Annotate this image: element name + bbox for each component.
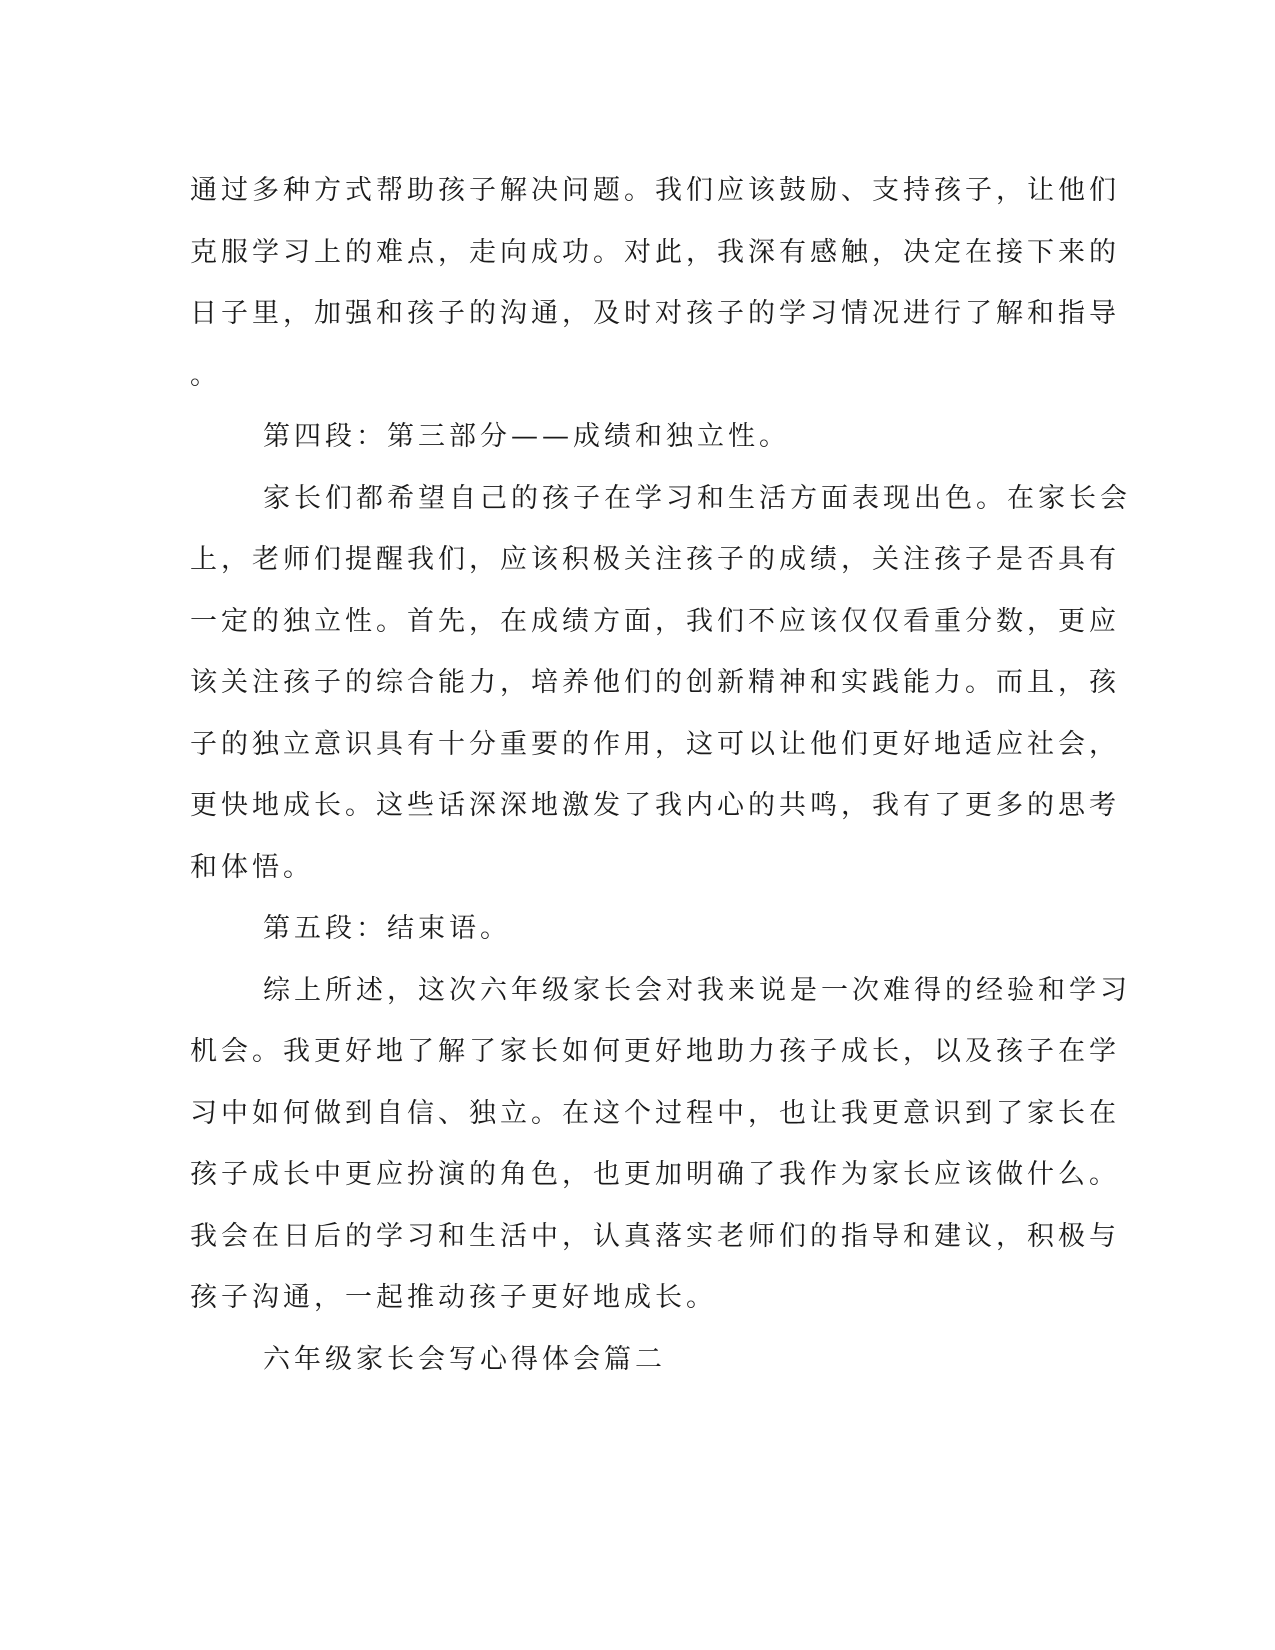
text-line: 上，老师们提醒我们，应该积极关注孩子的成绩，关注孩子是否具有	[190, 544, 1120, 575]
text-line: 更快地成长。这些话深深地激发了我内心的共鸣，我有了更多的思考	[190, 790, 1120, 821]
article-title: 六年级家长会写心得体会篇二	[263, 1343, 666, 1375]
section-heading: 第四段：第三部分——成绩和独立性。	[263, 421, 790, 452]
text-line: 机会。我更好地了解了家长如何更好地助力孩子成长，以及孩子在学	[190, 1036, 1120, 1067]
text-line: 通过多种方式帮助孩子解决问题。我们应该鼓励、支持孩子，让他们	[190, 175, 1120, 206]
text-line: 克服学习上的难点，走向成功。对此，我深有感触，决定在接下来的	[190, 236, 1120, 268]
text-line: 孩子成长中更应扮演的角色，也更加明确了我作为家长应该做什么。	[190, 1159, 1120, 1190]
section-heading: 第五段：结束语。	[263, 913, 511, 944]
text-line: 综上所述，这次六年级家长会对我来说是一次难得的经验和学习	[263, 974, 1131, 1006]
text-line: 。	[190, 359, 221, 391]
text-line: 和体悟。	[190, 851, 314, 883]
text-line: 家长们都希望自己的孩子在学习和生活方面表现出色。在家长会	[263, 482, 1131, 514]
document-page	[190, 160, 1131, 1390]
text-line: 习中如何做到自信、独立。在这个过程中，也让我更意识到了家长在	[190, 1097, 1120, 1129]
text-line: 子的独立意识具有十分重要的作用，这可以让他们更好地适应社会，	[190, 728, 1120, 760]
text-line: 孩子沟通，一起推动孩子更好地成长。	[190, 1282, 717, 1313]
text-line: 我会在日后的学习和生活中，认真落实老师们的指导和建议，积极与	[190, 1220, 1120, 1252]
text-line: 一定的独立性。首先，在成绩方面，我们不应该仅仅看重分数，更应	[190, 605, 1120, 637]
text-line: 该关注孩子的综合能力，培养他们的创新精神和实践能力。而且，孩	[190, 667, 1120, 698]
text-line: 日子里，加强和孩子的沟通，及时对孩子的学习情况进行了解和指导	[190, 298, 1120, 329]
